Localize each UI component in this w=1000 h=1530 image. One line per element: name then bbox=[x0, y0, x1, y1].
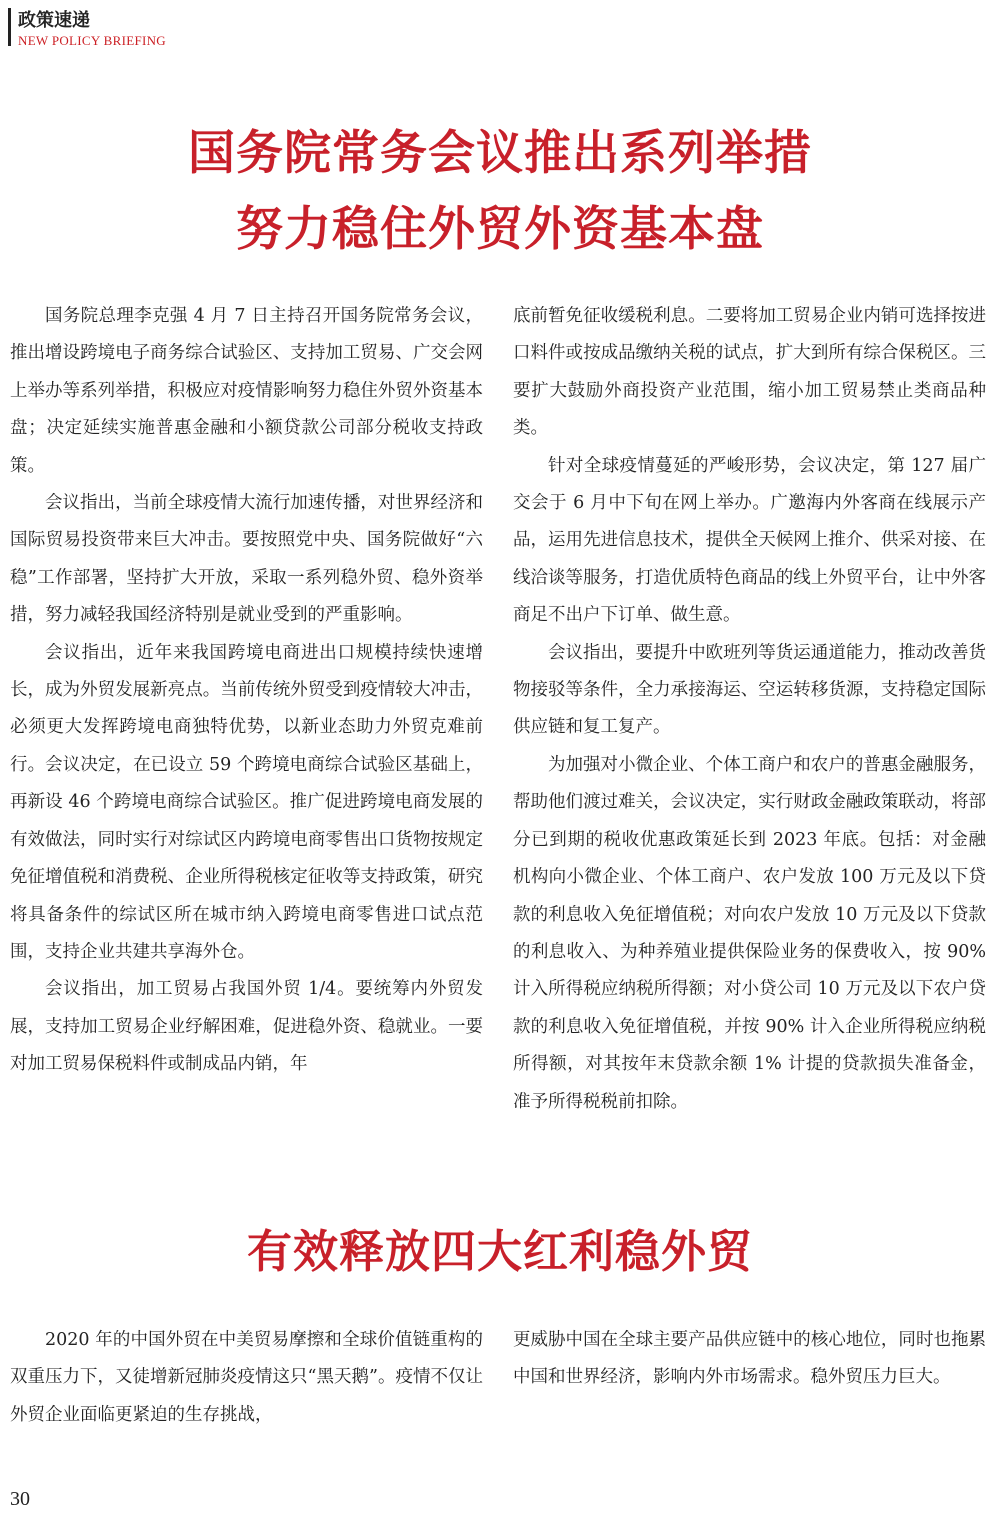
page-number: 30 bbox=[10, 1488, 30, 1510]
article2-left-column bbox=[10, 1322, 483, 1434]
paragraph: 更威胁中国在全球主要产品供应链中的核心地位，同时也拖累中国和世界经济，影响内外市场需求。稳外贸压力巨大。 bbox=[513, 1330, 986, 1388]
section-title-cn: 政策速递 bbox=[18, 10, 90, 31]
paragraph: 国务院总理李克强 4 月 7 日主持召开国务院常务会议，推出增设跨境电子商务综合试验区、支持加工贸易、广交会网上举办等系列举措，积极应对疫情影响努力稳住外贸外资基本盘；决定延续实施普惠金融和小额贷款公司部分税收支持政策。 bbox=[10, 306, 483, 476]
article2-right-column bbox=[513, 1322, 986, 1397]
paragraph: 会议指出，当前全球疫情大流行加速传播，对世界经济和国际贸易投资带来巨大冲击。要按照党中央、国务院做好“六稳”工作部署，坚持扩大开放，采取一系列稳外贸、稳外资举措，努力减轻我国经济特别是就业受到的严重影响。 bbox=[10, 493, 483, 626]
paragraph: 底前暂免征收缓税利息。二要将加工贸易企业内销可选择按进口料件或按成品缴纳关税的试点，扩大到所有综合保税区。三要扩大鼓励外商投资产业范围，缩小加工贸易禁止类商品种类。 bbox=[513, 306, 986, 439]
paragraph: 针对全球疫情蔓延的严峻形势，会议决定，第 127 届广交会于 6 月中下旬在网上举办。广邀海内外客商在线展示产品，运用先进信息技术，提供全天候网上推介、供采对接、在线洽谈等服务，打造优质特色商品的线上外贸平台，让中外客商足不出户下订单、做生意。 bbox=[513, 455, 986, 626]
article1-title-line2: 努力稳住外贸外资基本盘 bbox=[236, 202, 764, 257]
section-title-en: NEW POLICY BRIEFING bbox=[18, 33, 166, 48]
article2-title: 有效释放四大红利稳外贸 bbox=[246, 1225, 753, 1278]
article1-right-column bbox=[513, 298, 986, 1121]
paragraph: 会议指出，要提升中欧班列等货运通道能力，推动改善货物接驳等条件，全力承接海运、空运转移货源，支持稳定国际供应链和复工复产。 bbox=[513, 642, 986, 738]
article1-left-column bbox=[10, 298, 483, 1084]
paragraph: 为加强对小微企业、个体工商户和农户的普惠金融服务，帮助他们渡过难关，会议决定，实行财政金融政策联动，将部分已到期的税收优惠政策延长到 2023 年底。包括：对金融机构向小微企业、个体工商户、农户发放 100 万元及以下贷款的利息收入免征增值税；对向农户发放 10 万元及以下贷款的利息收入、为种养殖业提供保险业务的保费收入，按 90% 计入所得税应纳税所得额；对小贷公司 10 万元及以下农户贷款的利息收入免征增值税，并按 90% 计入企业所得税应纳税所得额，对其按年末贷款余额 1% 计提的贷款损失准备金，准予所得税税前扣除。 bbox=[513, 754, 986, 1112]
header-bar bbox=[8, 8, 11, 46]
paragraph: 会议指出，加工贸易占我国外贸 1/4。要统筹内外贸发展，支持加工贸易企业纾解困难，促进稳外资、稳就业。一要对加工贸易保税料件或制成品内销，年 bbox=[10, 979, 483, 1075]
paragraph: 2020 年的中国外贸在中美贸易摩擦和全球价值链重构的双重压力下，又徒增新冠肺炎疫情这只“黑天鹅”。疫情不仅让外贸企业面临更紧迫的生存挑战， bbox=[10, 1330, 483, 1425]
paragraph: 会议指出，近年来我国跨境电商进出口规模持续快速增长，成为外贸发展新亮点。当前传统外贸受到疫情较大冲击，必须更大发挥跨境电商独特优势，以新业态助力外贸克难前行。会议决定，在已设立 59 个跨境电商综合试验区基础上，再新设 46 个跨境电商综合试验区。推广促进跨境电商发展的有效做法，同时实行对综试区内跨境电商零售出口货物按规定免征增值税和消费税、企业所得税核定征收等支持政策，研究将具备条件的综试区所在城市纳入跨境电商零售进口试点范围，支持企业共建共享海外仓。 bbox=[10, 642, 483, 962]
article1-title-line1: 国务院常务会议推出系列举措 bbox=[188, 126, 812, 181]
